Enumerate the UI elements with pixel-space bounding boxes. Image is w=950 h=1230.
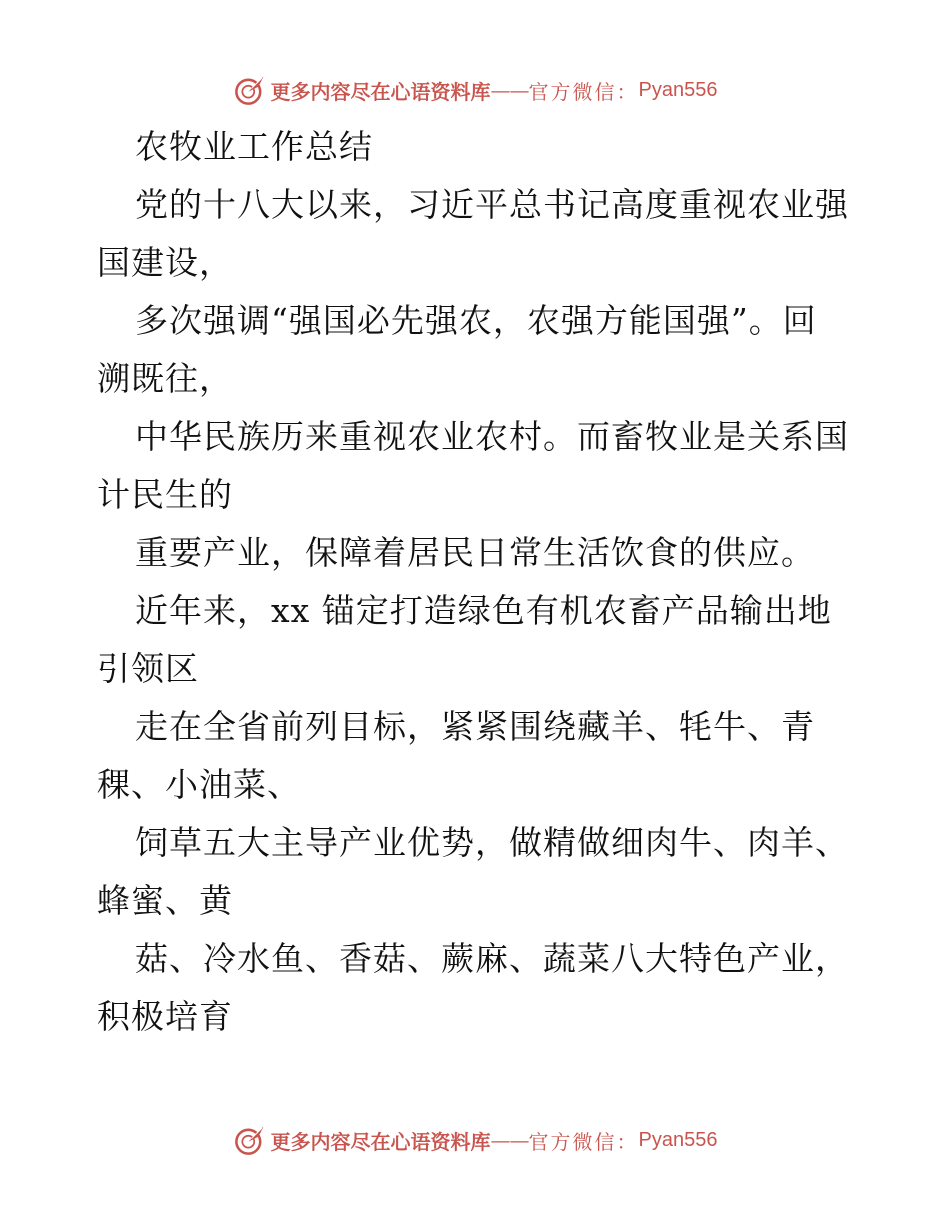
paragraph-line: 走在全省前列目标，紧紧围绕藏羊、牦牛、青	[135, 707, 815, 746]
watermark-wechat-id: Pyan556	[638, 78, 718, 101]
watermark-wechat-id: Pyan556	[638, 1128, 718, 1151]
paragraph-line: 积极培育	[97, 997, 233, 1036]
paragraph-line: 蜂蜜、黄	[97, 881, 233, 920]
document-title: 农牧业工作总结	[135, 127, 373, 166]
paragraph-line: 引领区	[97, 649, 199, 688]
paragraph-line: 重要产业，保障着居民日常生活饮食的供应。	[135, 533, 815, 572]
feather-seal-logo-icon	[233, 73, 267, 107]
paragraph-line: 国建设，	[97, 243, 233, 282]
watermark-separator: ——	[490, 1128, 529, 1152]
watermark-library-text: 更多内容尽在心语资料库	[270, 79, 491, 104]
paragraph-line: 饲草五大主导产业优势，做精做细肉牛、肉羊、	[135, 823, 849, 862]
footer-watermark	[0, 1120, 950, 1160]
paragraph-line: 稞、小油菜、	[97, 765, 301, 804]
watermark-wechat-label: 官方微信：	[528, 1129, 639, 1154]
watermark-separator: ——	[490, 78, 529, 102]
paragraph-line: 党的十八大以来，习近平总书记高度重视农业强	[135, 185, 849, 224]
watermark-wechat-label: 官方微信：	[528, 79, 639, 104]
paragraph-line: 中华民族历来重视农业农村。而畜牧业是关系国	[135, 417, 849, 456]
watermark-library-text: 更多内容尽在心语资料库	[270, 1129, 491, 1154]
paragraph-line: 溯既往，	[97, 359, 233, 398]
paragraph-line: 计民生的	[97, 475, 233, 514]
paragraph-line: 菇、冷水鱼、香菇、蕨麻、蔬菜八大特色产业，	[135, 939, 849, 978]
feather-seal-logo-icon	[233, 1123, 267, 1157]
document-body	[97, 118, 857, 1046]
paragraph-line: 多次强调“强国必先强农，农强方能国强”。回	[135, 301, 817, 340]
paragraph-line: 近年来，xx 锚定打造绿色有机农畜产品输出地	[135, 591, 832, 630]
header-watermark	[0, 70, 950, 110]
